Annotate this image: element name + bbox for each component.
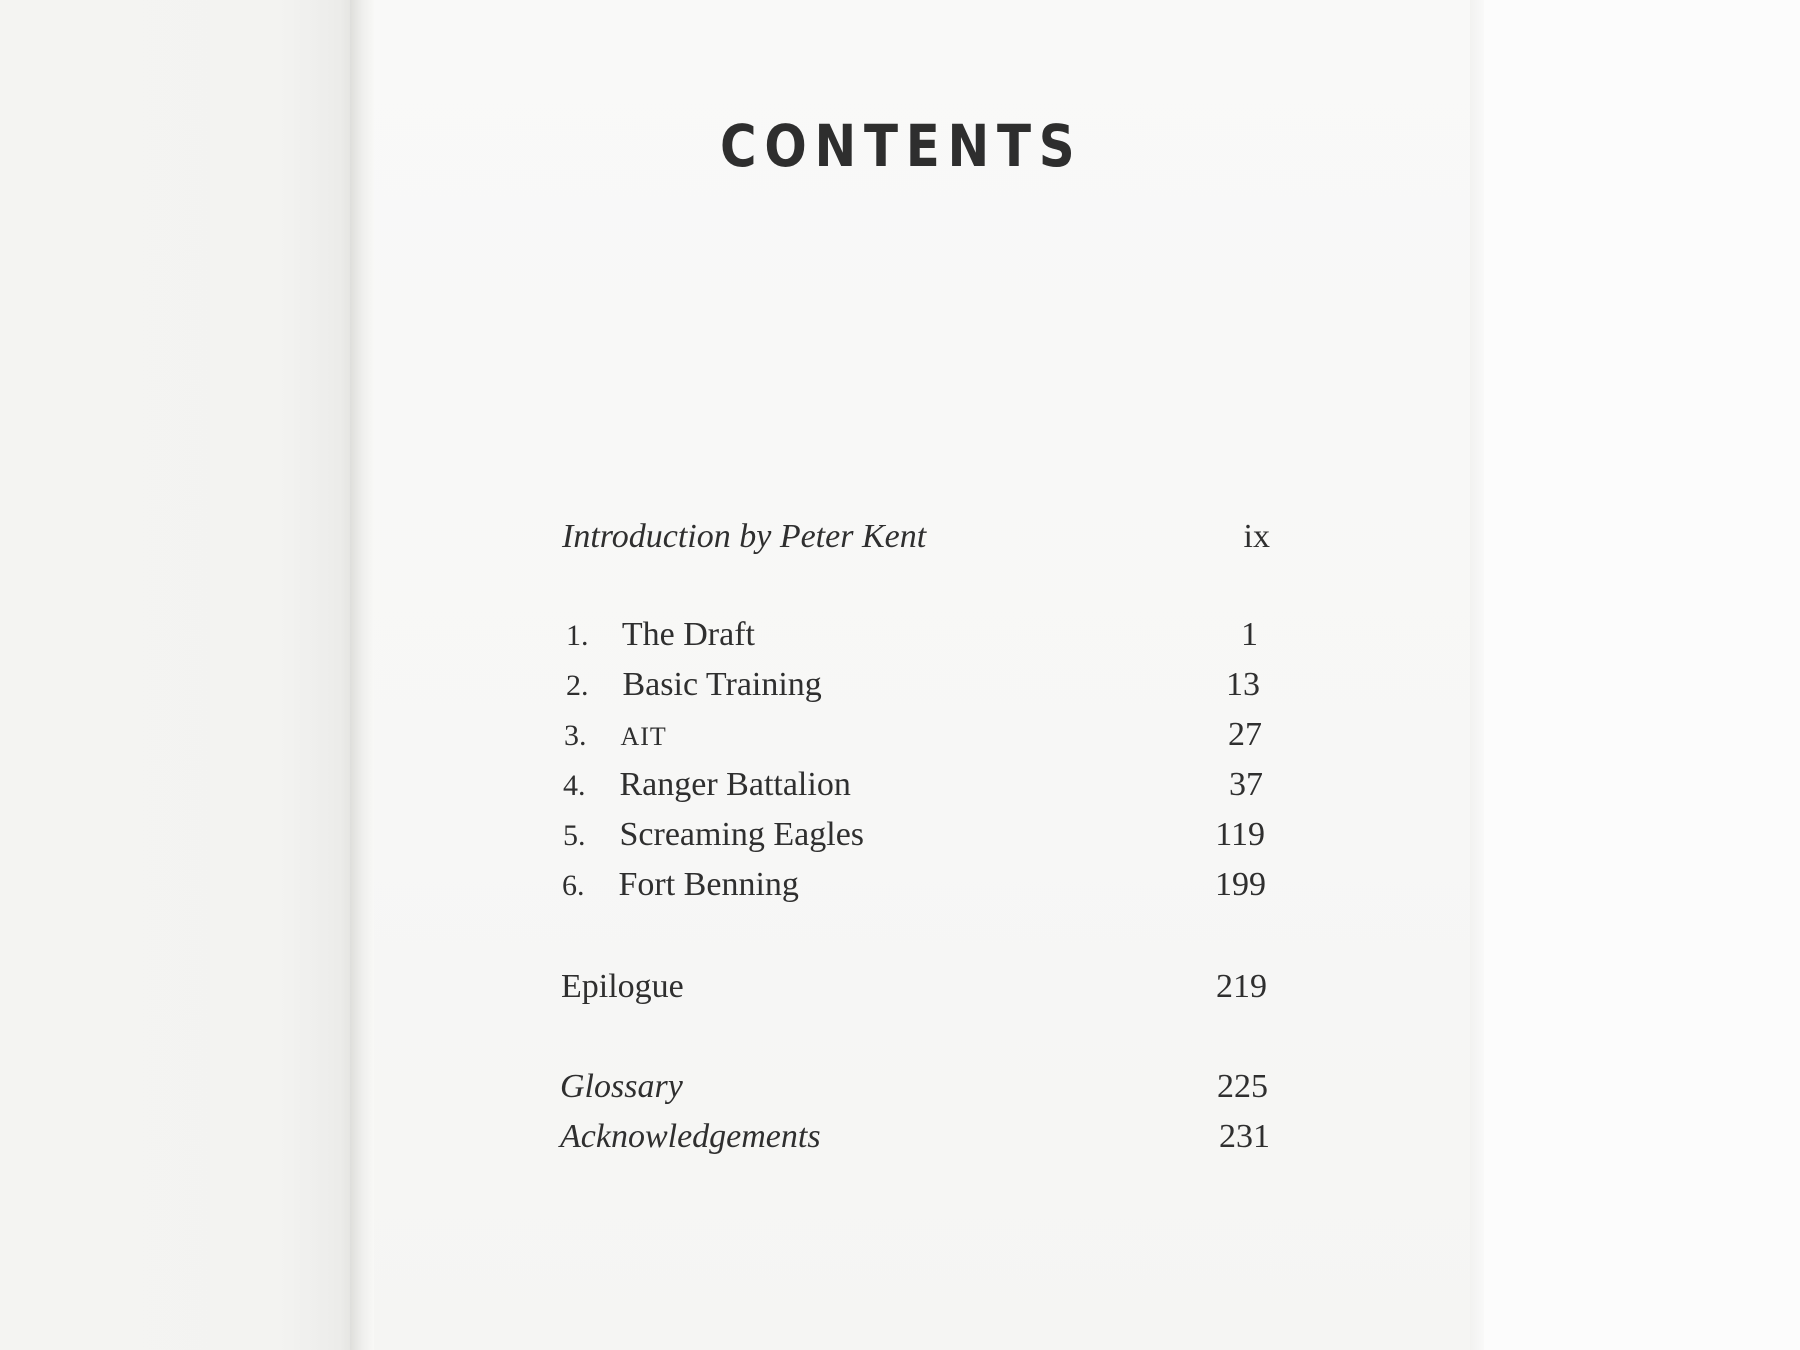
- toc-entry-acknowledgements: [560, 1118, 1270, 1164]
- toc-entry-page: 1: [1241, 616, 1258, 653]
- toc-entry-title: AIT: [620, 722, 667, 751]
- book-gutter: [350, 0, 374, 1350]
- left-page: [0, 0, 350, 1350]
- toc-entry-title: Acknowledgements: [560, 1118, 821, 1155]
- toc-entry-page: 27: [1228, 716, 1262, 753]
- toc-entry-title: Ranger Battalion: [619, 766, 851, 803]
- toc-entry-chapter-5: [563, 816, 1265, 862]
- toc-entry-title: Basic Training: [622, 666, 822, 703]
- chapter-number: 3.: [564, 719, 587, 752]
- toc-entry-chapter-6: [562, 866, 1266, 912]
- toc-entry-chapter-4: [563, 766, 1263, 812]
- toc-entry-title: The Draft: [621, 616, 755, 653]
- toc-entry-page: 119: [1215, 816, 1265, 853]
- toc-entry-page: 199: [1215, 866, 1266, 903]
- toc-entry-page: 13: [1226, 666, 1260, 703]
- toc-entry-page: 231: [1219, 1118, 1270, 1155]
- toc-entry-introduction: [562, 518, 1270, 564]
- toc-entry-title: Screaming Eagles: [619, 816, 865, 853]
- toc-entry-chapter-3: [564, 716, 1262, 762]
- toc-entry-chapter-2: [566, 666, 1260, 712]
- toc-entry-title: Epilogue: [561, 968, 684, 1005]
- background-surface: [1484, 0, 1800, 1350]
- toc-entry-page: 219: [1216, 968, 1267, 1005]
- chapter-number: 6.: [562, 869, 585, 902]
- chapter-number: 4.: [563, 769, 586, 802]
- toc-entry-title: Glossary: [560, 1068, 683, 1105]
- chapter-number: 5.: [563, 819, 586, 852]
- chapter-number: 1.: [566, 619, 589, 652]
- toc-entry-title: Introduction by Peter Kent: [562, 518, 927, 555]
- toc-entry-page: 37: [1229, 766, 1263, 803]
- toc-entry-glossary: [560, 1068, 1268, 1114]
- contents-heading: CONTENTS: [720, 112, 1083, 180]
- toc-entry-chapter-1: [566, 616, 1258, 662]
- toc-entry-epilogue: [561, 968, 1267, 1014]
- toc-entry-title: Fort Benning: [618, 866, 799, 903]
- chapter-number: 2.: [566, 669, 589, 702]
- toc-entry-page: ix: [1243, 518, 1270, 555]
- toc-entry-page: 225: [1217, 1068, 1268, 1105]
